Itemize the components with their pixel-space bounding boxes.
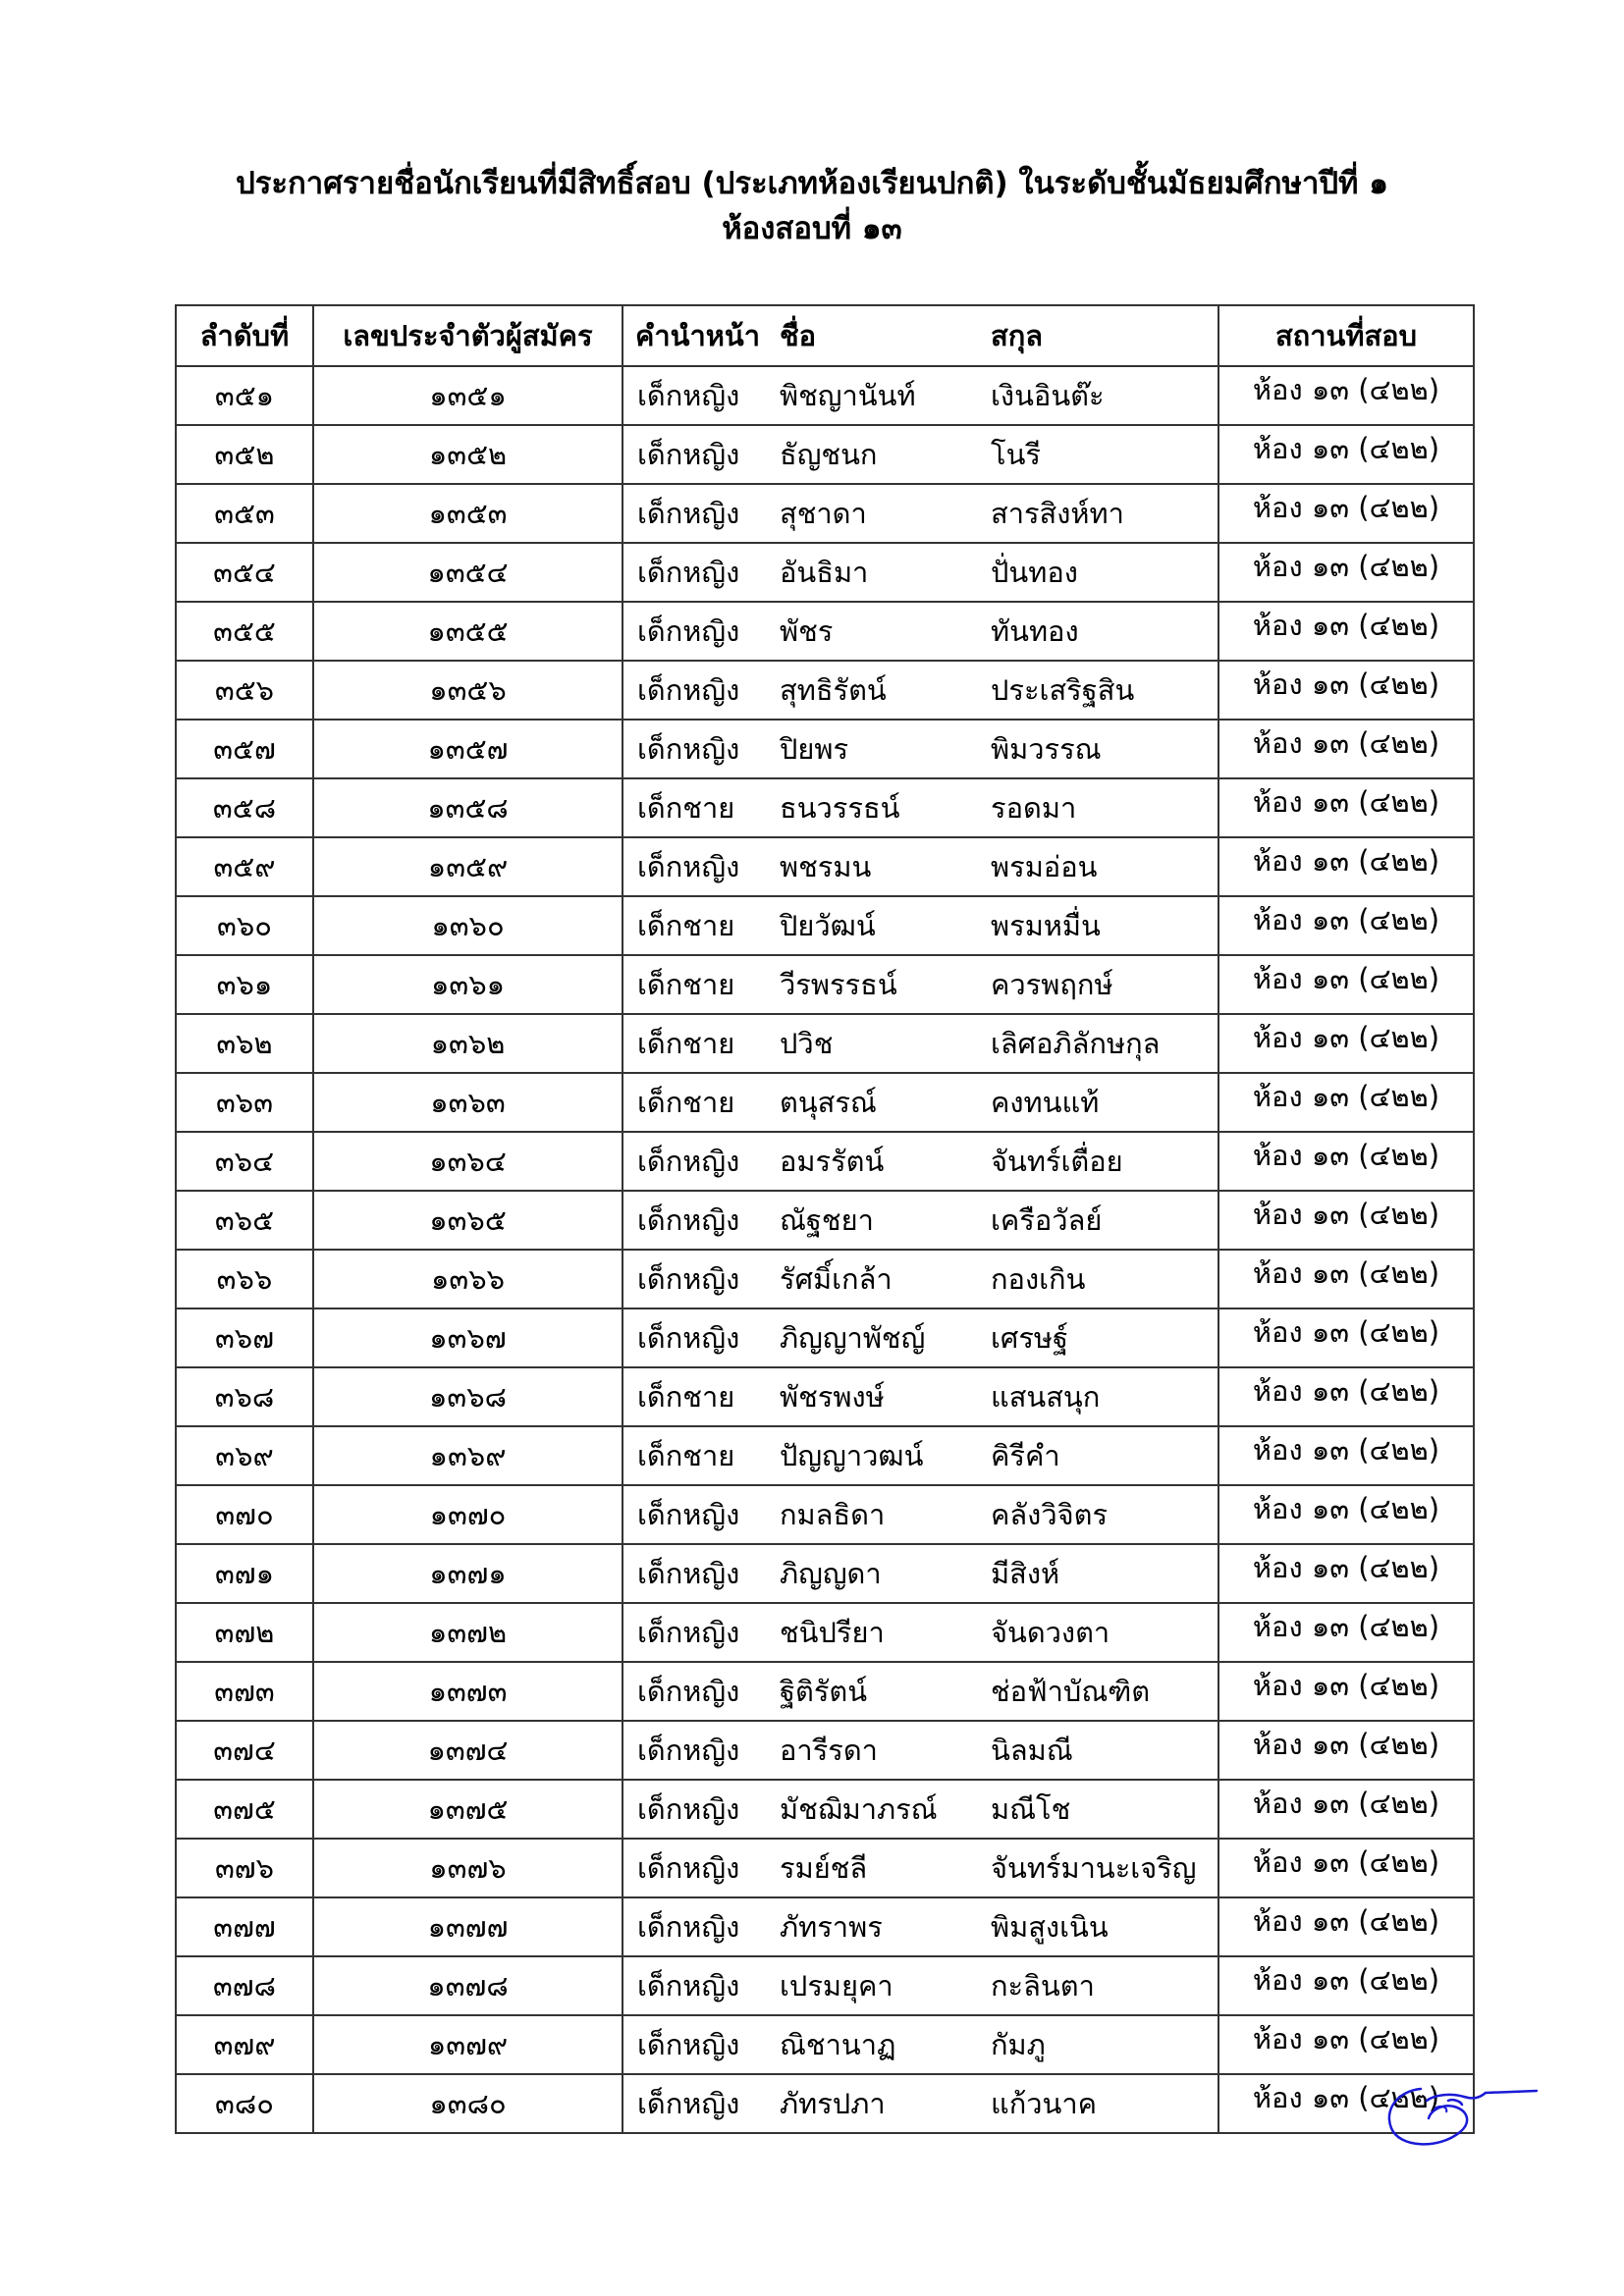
cell-last-name: สารสิงห์ทา <box>991 484 1218 543</box>
cell-first-name: อันธิมา <box>780 543 991 602</box>
cell-first-name: กมลธิดา <box>780 1485 991 1544</box>
cell-exam-room: ห้อง ๑๓ (๔๒๒) <box>1218 661 1474 720</box>
cell-prefix: เด็กหญิง <box>623 1839 780 1897</box>
cell-last-name: พรมหมื่น <box>991 896 1218 955</box>
cell-prefix: เด็กหญิง <box>623 2015 780 2074</box>
cell-last-name: เงินอินต๊ะ <box>991 366 1218 425</box>
table-row <box>176 1839 1474 1897</box>
cell-applicant-id: ๑๓๕๒ <box>313 425 623 484</box>
column-header-no: ลำดับที่ <box>176 305 313 366</box>
cell-prefix: เด็กหญิง <box>623 720 780 778</box>
cell-exam-room: ห้อง ๑๓ (๔๒๒) <box>1218 1014 1474 1073</box>
cell-applicant-id: ๑๓๗๓ <box>313 1662 623 1721</box>
cell-first-name: พชรมน <box>780 837 991 896</box>
cell-last-name: กัมภู <box>991 2015 1218 2074</box>
cell-applicant-id: ๑๓๕๕ <box>313 602 623 661</box>
table-row <box>176 1308 1474 1367</box>
cell-first-name: เปรมยุคา <box>780 1956 991 2015</box>
column-header-prefix: คำนำหน้า <box>623 305 780 366</box>
cell-first-name: พัชรพงษ์ <box>780 1367 991 1426</box>
cell-first-name: ปัญญาวฒน์ <box>780 1426 991 1485</box>
cell-prefix: เด็กหญิง <box>623 2074 780 2133</box>
cell-first-name: อมรรัตน์ <box>780 1132 991 1191</box>
table-row <box>176 1721 1474 1780</box>
cell-first-name: ปิยพร <box>780 720 991 778</box>
cell-applicant-id: ๑๓๗๙ <box>313 2015 623 2074</box>
cell-prefix: เด็กชาย <box>623 1367 780 1426</box>
cell-exam-room: ห้อง ๑๓ (๔๒๒) <box>1218 484 1474 543</box>
table-row <box>176 1073 1474 1132</box>
cell-last-name: จันทร์เตื่อย <box>991 1132 1218 1191</box>
cell-prefix: เด็กหญิง <box>623 1485 780 1544</box>
cell-applicant-id: ๑๓๖๔ <box>313 1132 623 1191</box>
cell-exam-room: ห้อง ๑๓ (๔๒๒) <box>1218 1956 1474 2015</box>
cell-last-name: เลิศอภิลักษกุล <box>991 1014 1218 1073</box>
cell-last-name: จันทร์มานะเจริญ <box>991 1839 1218 1897</box>
cell-exam-room: ห้อง ๑๓ (๔๒๒) <box>1218 1544 1474 1603</box>
cell-exam-room: ห้อง ๑๓ (๔๒๒) <box>1218 1603 1474 1662</box>
column-header-applicant-id: เลขประจำตัวผู้สมัคร <box>313 305 623 366</box>
cell-exam-room: ห้อง ๑๓ (๔๒๒) <box>1218 955 1474 1014</box>
cell-prefix: เด็กชาย <box>623 778 780 837</box>
table-row <box>176 2015 1474 2074</box>
cell-prefix: เด็กหญิง <box>623 366 780 425</box>
cell-applicant-id: ๑๓๖๖ <box>313 1250 623 1308</box>
cell-no: ๓๗๗ <box>176 1897 313 1956</box>
cell-last-name: คงทนแท้ <box>991 1073 1218 1132</box>
cell-prefix: เด็กหญิง <box>623 1191 780 1250</box>
cell-exam-room: ห้อง ๑๓ (๔๒๒) <box>1218 837 1474 896</box>
cell-exam-room: ห้อง ๑๓ (๔๒๒) <box>1218 778 1474 837</box>
table-row <box>176 896 1474 955</box>
cell-last-name: กองเกิน <box>991 1250 1218 1308</box>
table-row <box>176 1603 1474 1662</box>
cell-applicant-id: ๑๓๗๑ <box>313 1544 623 1603</box>
cell-prefix: เด็กหญิง <box>623 1308 780 1367</box>
table-row <box>176 602 1474 661</box>
cell-prefix: เด็กหญิง <box>623 661 780 720</box>
cell-prefix: เด็กชาย <box>623 1073 780 1132</box>
cell-last-name: พรมอ่อน <box>991 837 1218 896</box>
cell-exam-room: ห้อง ๑๓ (๔๒๒) <box>1218 1485 1474 1544</box>
table-row <box>176 484 1474 543</box>
cell-exam-room: ห้อง ๑๓ (๔๒๒) <box>1218 720 1474 778</box>
table-header-row <box>176 305 1474 366</box>
cell-last-name: รอดมา <box>991 778 1218 837</box>
cell-prefix: เด็กหญิง <box>623 1956 780 2015</box>
table-row <box>176 1426 1474 1485</box>
cell-exam-room: ห้อง ๑๓ (๔๒๒) <box>1218 602 1474 661</box>
cell-no: ๓๖๑ <box>176 955 313 1014</box>
cell-last-name: ประเสริฐสิน <box>991 661 1218 720</box>
cell-last-name: คิรีคำ <box>991 1426 1218 1485</box>
page-title: ประกาศรายชื่อนักเรียนที่มีสิทธิ์สอบ (ประเภทห้องเรียนปกติ) ในระดับชั้นมัธยมศึกษาปีที่ ๑ <box>236 166 1388 201</box>
table-row <box>176 1014 1474 1073</box>
cell-applicant-id: ๑๓๖๘ <box>313 1367 623 1426</box>
cell-exam-room: ห้อง ๑๓ (๔๒๒) <box>1218 543 1474 602</box>
cell-no: ๓๗๕ <box>176 1780 313 1839</box>
cell-last-name: มณีโช <box>991 1780 1218 1839</box>
cell-applicant-id: ๑๓๖๙ <box>313 1426 623 1485</box>
table-row <box>176 1662 1474 1721</box>
cell-exam-room: ห้อง ๑๓ (๔๒๒) <box>1218 1191 1474 1250</box>
cell-exam-room: ห้อง ๑๓ (๔๒๒) <box>1218 2074 1474 2133</box>
column-header-first-name: ชื่อ <box>780 305 991 366</box>
cell-first-name: ธัญชนก <box>780 425 991 484</box>
cell-last-name: ทันทอง <box>991 602 1218 661</box>
cell-first-name: ภัทราพร <box>780 1897 991 1956</box>
cell-applicant-id: ๑๓๕๙ <box>313 837 623 896</box>
cell-first-name: พัชร <box>780 602 991 661</box>
cell-last-name: จันดวงตา <box>991 1603 1218 1662</box>
cell-prefix: เด็กชาย <box>623 955 780 1014</box>
cell-last-name: เครือวัลย์ <box>991 1191 1218 1250</box>
table-row <box>176 1956 1474 2015</box>
exam-room-subtitle: ห้องสอบที่ ๑๓ <box>722 211 902 246</box>
table-row <box>176 2074 1474 2133</box>
cell-no: ๓๖๒ <box>176 1014 313 1073</box>
cell-first-name: ณัฐชยา <box>780 1191 991 1250</box>
cell-exam-room: ห้อง ๑๓ (๔๒๒) <box>1218 366 1474 425</box>
cell-applicant-id: ๑๓๖๓ <box>313 1073 623 1132</box>
cell-no: ๓๖๕ <box>176 1191 313 1250</box>
cell-last-name: พิมสูงเนิน <box>991 1897 1218 1956</box>
cell-first-name: สุชาดา <box>780 484 991 543</box>
cell-applicant-id: ๑๓๖๒ <box>313 1014 623 1073</box>
cell-no: ๓๘๐ <box>176 2074 313 2133</box>
cell-prefix: เด็กหญิง <box>623 602 780 661</box>
cell-no: ๓๖๘ <box>176 1367 313 1426</box>
cell-last-name: โนรี <box>991 425 1218 484</box>
cell-prefix: เด็กหญิง <box>623 837 780 896</box>
table-row <box>176 1780 1474 1839</box>
cell-applicant-id: ๑๓๕๖ <box>313 661 623 720</box>
cell-applicant-id: ๑๓๗๗ <box>313 1897 623 1956</box>
table-row <box>176 778 1474 837</box>
cell-exam-room: ห้อง ๑๓ (๔๒๒) <box>1218 1250 1474 1308</box>
cell-exam-room: ห้อง ๑๓ (๔๒๒) <box>1218 2015 1474 2074</box>
table-row <box>176 1132 1474 1191</box>
cell-last-name: แก้วนาค <box>991 2074 1218 2133</box>
cell-first-name: ธนวรรธน์ <box>780 778 991 837</box>
cell-no: ๓๖๗ <box>176 1308 313 1367</box>
cell-prefix: เด็กหญิง <box>623 1780 780 1839</box>
cell-no: ๓๕๒ <box>176 425 313 484</box>
cell-first-name: อารีรดา <box>780 1721 991 1780</box>
table-row <box>176 543 1474 602</box>
cell-exam-room: ห้อง ๑๓ (๔๒๒) <box>1218 1073 1474 1132</box>
cell-applicant-id: ๑๓๕๓ <box>313 484 623 543</box>
cell-applicant-id: ๑๓๕๔ <box>313 543 623 602</box>
cell-first-name: ภัทรปภา <box>780 2074 991 2133</box>
cell-last-name: เศรษฐ์ <box>991 1308 1218 1367</box>
cell-last-name: พิมวรรณ <box>991 720 1218 778</box>
cell-no: ๓๕๘ <box>176 778 313 837</box>
cell-prefix: เด็กหญิง <box>623 1603 780 1662</box>
cell-no: ๓๗๑ <box>176 1544 313 1603</box>
table-row <box>176 1485 1474 1544</box>
cell-exam-room: ห้อง ๑๓ (๔๒๒) <box>1218 1780 1474 1839</box>
table-row <box>176 425 1474 484</box>
cell-applicant-id: ๑๓๗๒ <box>313 1603 623 1662</box>
cell-prefix: เด็กชาย <box>623 1426 780 1485</box>
cell-last-name: มีสิงห์ <box>991 1544 1218 1603</box>
cell-applicant-id: ๑๓๖๑ <box>313 955 623 1014</box>
cell-first-name: สุทธิรัตน์ <box>780 661 991 720</box>
cell-exam-room: ห้อง ๑๓ (๔๒๒) <box>1218 1721 1474 1780</box>
cell-prefix: เด็กชาย <box>623 1014 780 1073</box>
column-header-exam-room: สถานที่สอบ <box>1218 305 1474 366</box>
cell-first-name: ตนุสรณ์ <box>780 1073 991 1132</box>
signature-mark <box>1370 2071 1542 2155</box>
cell-exam-room: ห้อง ๑๓ (๔๒๒) <box>1218 1839 1474 1897</box>
cell-applicant-id: ๑๓๗๐ <box>313 1485 623 1544</box>
cell-first-name: พิชญานันท์ <box>780 366 991 425</box>
table-row <box>176 837 1474 896</box>
cell-applicant-id: ๑๓๗๘ <box>313 1956 623 2015</box>
cell-no: ๓๕๖ <box>176 661 313 720</box>
cell-no: ๓๗๐ <box>176 1485 313 1544</box>
cell-no: ๓๖๓ <box>176 1073 313 1132</box>
table-row <box>176 366 1474 425</box>
table-row <box>176 955 1474 1014</box>
cell-prefix: เด็กหญิง <box>623 484 780 543</box>
cell-last-name: ควรพฤกษ์ <box>991 955 1218 1014</box>
cell-applicant-id: ๑๓๖๕ <box>313 1191 623 1250</box>
cell-prefix: เด็กชาย <box>623 896 780 955</box>
cell-prefix: เด็กหญิง <box>623 543 780 602</box>
cell-applicant-id: ๑๓๗๕ <box>313 1780 623 1839</box>
cell-exam-room: ห้อง ๑๓ (๔๒๒) <box>1218 425 1474 484</box>
cell-exam-room: ห้อง ๑๓ (๔๒๒) <box>1218 1426 1474 1485</box>
cell-no: ๓๗๔ <box>176 1721 313 1780</box>
cell-applicant-id: ๑๓๕๗ <box>313 720 623 778</box>
cell-first-name: ปวิช <box>780 1014 991 1073</box>
cell-first-name: ปิยวัฒน์ <box>780 896 991 955</box>
cell-applicant-id: ๑๓๗๖ <box>313 1839 623 1897</box>
cell-first-name: มัชฌิมาภรณ์ <box>780 1780 991 1839</box>
cell-first-name: วีรพรรธน์ <box>780 955 991 1014</box>
cell-applicant-id: ๑๓๖๐ <box>313 896 623 955</box>
cell-exam-room: ห้อง ๑๓ (๔๒๒) <box>1218 1367 1474 1426</box>
cell-prefix: เด็กหญิง <box>623 1662 780 1721</box>
table-row <box>176 1191 1474 1250</box>
cell-prefix: เด็กหญิง <box>623 425 780 484</box>
cell-no: ๓๕๗ <box>176 720 313 778</box>
cell-first-name: รัศมิ์เกล้า <box>780 1250 991 1308</box>
table-row <box>176 1367 1474 1426</box>
cell-last-name: ช่อฟ้าบัณฑิต <box>991 1662 1218 1721</box>
cell-no: ๓๗๓ <box>176 1662 313 1721</box>
cell-applicant-id: ๑๓๖๗ <box>313 1308 623 1367</box>
cell-exam-room: ห้อง ๑๓ (๔๒๒) <box>1218 1132 1474 1191</box>
table-row <box>176 1897 1474 1956</box>
cell-exam-room: ห้อง ๑๓ (๔๒๒) <box>1218 896 1474 955</box>
cell-first-name: ชนิปรียา <box>780 1603 991 1662</box>
roster-body <box>176 366 1474 2133</box>
cell-applicant-id: ๑๓๕๑ <box>313 366 623 425</box>
table-row <box>176 720 1474 778</box>
cell-no: ๓๕๑ <box>176 366 313 425</box>
cell-last-name: ปั่นทอง <box>991 543 1218 602</box>
cell-applicant-id: ๑๓๗๔ <box>313 1721 623 1780</box>
table-row <box>176 1544 1474 1603</box>
cell-applicant-id: ๑๓๘๐ <box>313 2074 623 2133</box>
cell-last-name: คลังวิจิตร <box>991 1485 1218 1544</box>
cell-no: ๓๗๘ <box>176 1956 313 2015</box>
cell-applicant-id: ๑๓๕๘ <box>313 778 623 837</box>
cell-no: ๓๕๔ <box>176 543 313 602</box>
cell-no: ๓๗๙ <box>176 2015 313 2074</box>
cell-last-name: นิลมณี <box>991 1721 1218 1780</box>
cell-first-name: ภิญญาพัชญ์ <box>780 1308 991 1367</box>
column-header-last-name: สกุล <box>991 305 1218 366</box>
cell-exam-room: ห้อง ๑๓ (๔๒๒) <box>1218 1897 1474 1956</box>
cell-no: ๓๕๓ <box>176 484 313 543</box>
cell-no: ๓๗๖ <box>176 1839 313 1897</box>
cell-last-name: แสนสนุก <box>991 1367 1218 1426</box>
cell-first-name: ณิชานาฏ <box>780 2015 991 2074</box>
cell-prefix: เด็กหญิง <box>623 1721 780 1780</box>
cell-no: ๓๕๙ <box>176 837 313 896</box>
cell-prefix: เด็กหญิง <box>623 1250 780 1308</box>
table-row <box>176 661 1474 720</box>
cell-first-name: ฐิติรัตน์ <box>780 1662 991 1721</box>
cell-exam-room: ห้อง ๑๓ (๔๒๒) <box>1218 1662 1474 1721</box>
cell-no: ๓๕๕ <box>176 602 313 661</box>
cell-prefix: เด็กหญิง <box>623 1897 780 1956</box>
cell-first-name: รมย์ชลี <box>780 1839 991 1897</box>
cell-no: ๓๖๖ <box>176 1250 313 1308</box>
cell-no: ๓๗๒ <box>176 1603 313 1662</box>
cell-exam-room: ห้อง ๑๓ (๔๒๒) <box>1218 1308 1474 1367</box>
cell-last-name: กะลินตา <box>991 1956 1218 2015</box>
cell-no: ๓๖๔ <box>176 1132 313 1191</box>
cell-no: ๓๖๐ <box>176 896 313 955</box>
cell-no: ๓๖๙ <box>176 1426 313 1485</box>
student-roster-table <box>175 304 1475 2134</box>
table-row <box>176 1250 1474 1308</box>
cell-first-name: ภิญญดา <box>780 1544 991 1603</box>
cell-prefix: เด็กหญิง <box>623 1132 780 1191</box>
cell-prefix: เด็กหญิง <box>623 1544 780 1603</box>
